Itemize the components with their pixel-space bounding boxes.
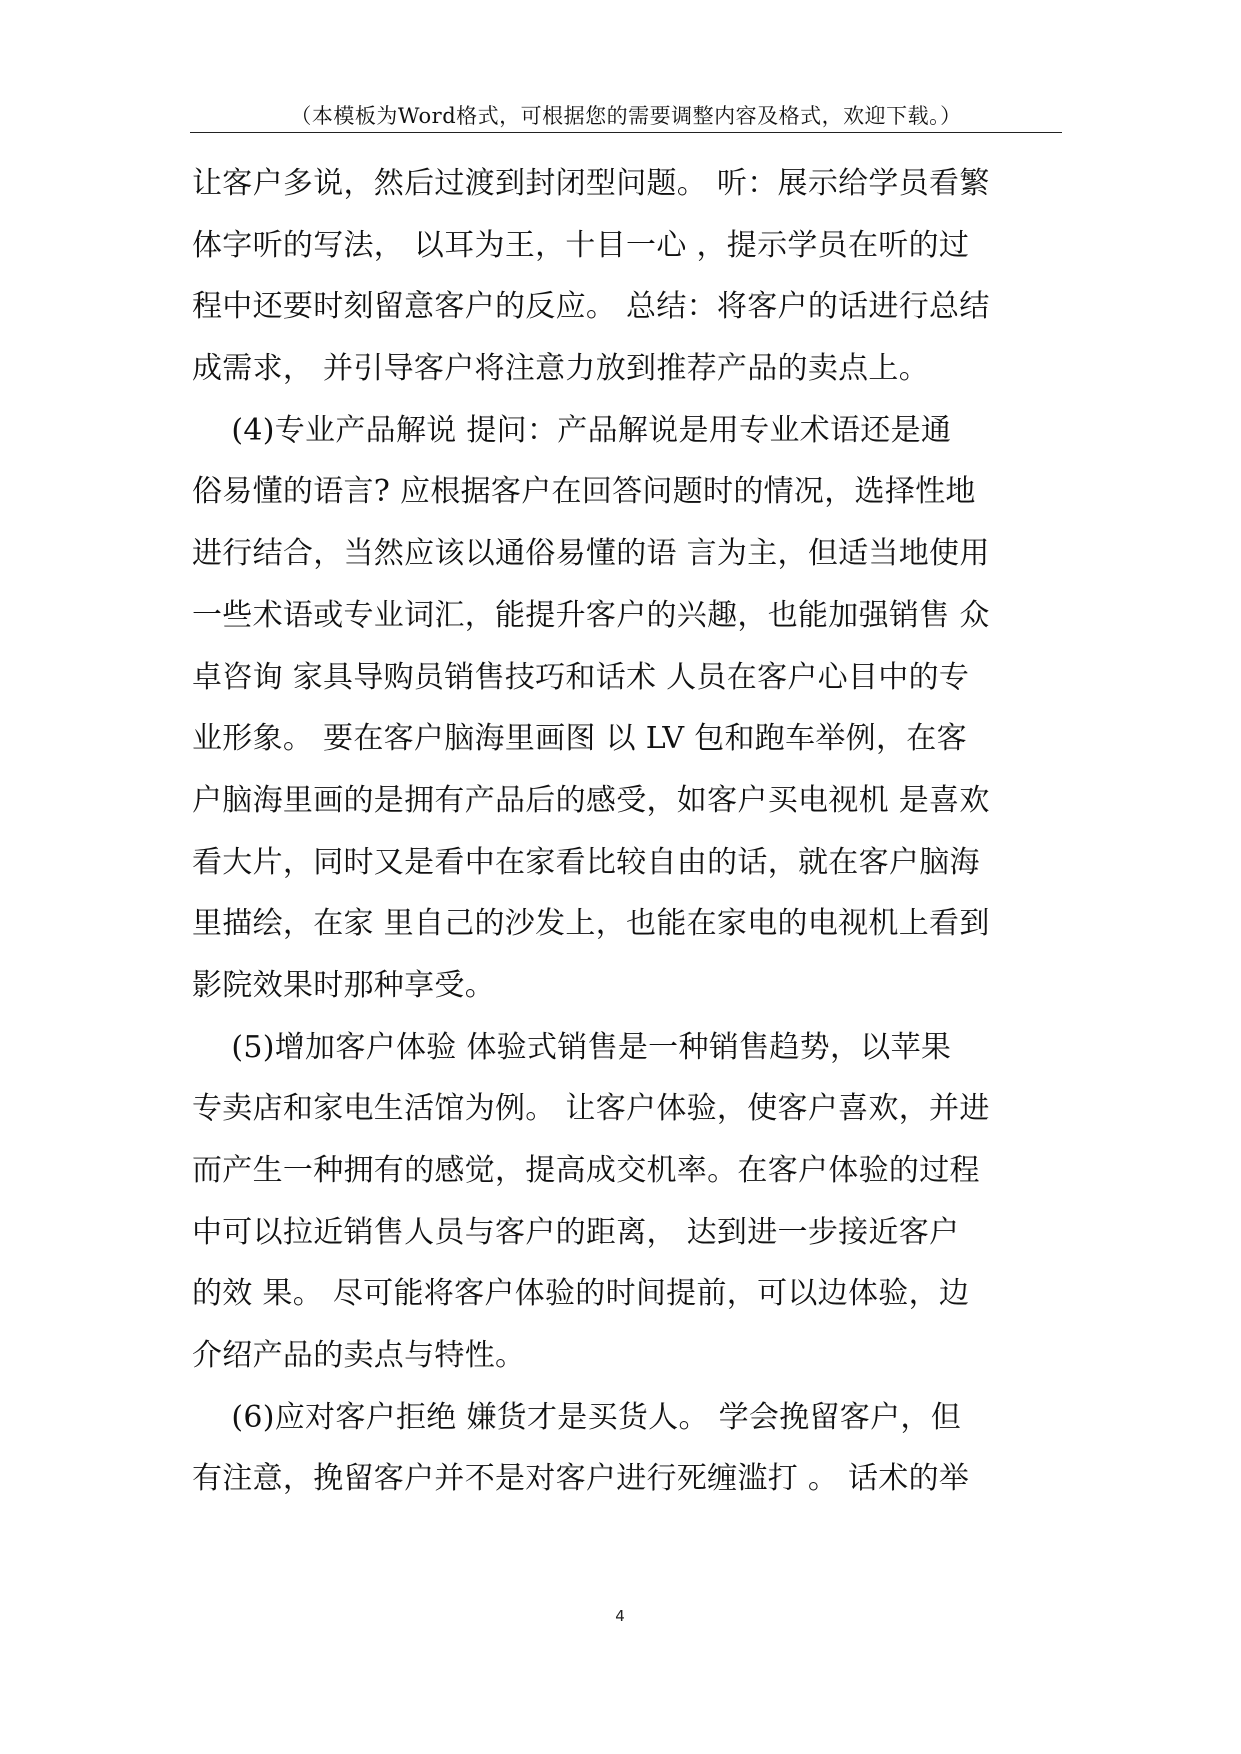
text-line: 专卖店和家电生活馆为例。 让客户体验，使客户喜欢，并进 [192,1091,990,1127]
text-line: 业形象。 要在客户脑海里画图 以 LV 包和跑车举例，在客 [192,721,967,757]
text-line: 程中还要时刻留意客户的反应。 总结：将客户的话进行总结 [192,289,990,325]
text-line: 有注意，挽留客户并不是对客户进行死缠滥打 。 话术的举 [192,1461,970,1497]
text-line: 的效 果。 尽可能将客户体验的时间提前，可以边体验，边 [192,1276,970,1312]
text-line: 里描绘，在家 里自己的沙发上，也能在家电的电视机上看到 [192,906,990,942]
text-line: 让客户多说，然后过渡到封闭型问题。 听：展示给学员看繁 [192,166,990,201]
text-line: 影院效果时那种享受。 [192,967,495,1003]
document-body [192,153,1062,1510]
text-line: 一些术语或专业词汇，能提升客户的兴趣，也能加强销售 众 [192,597,990,633]
text-line: 介绍产品的卖点与特性。 [192,1338,526,1374]
text-line: 户脑海里画的是拥有产品后的感受，如客户买电视机 是喜欢 [192,782,990,818]
text-line: 看大片，同时又是看中在家看比较自由的话，就在客户脑海 [192,844,980,880]
text-line: 而产生一种拥有的感觉，提高成交机率。在客户体验的过程 [192,1153,980,1188]
text-line: 中可以拉近销售人员与客户的距离， 达到进一步接近客户 [192,1214,960,1250]
page-number: 4 [615,1607,625,1625]
text-line: 进行结合，当然应该以通俗易懂的语 言为主，但适当地使用 [192,536,990,572]
page-header: （本模板为Word格式，可根据您的需要调整内容及格式，欢迎下载。） [290,104,962,128]
text-line: 成需求， 并引导客户将注意力放到推荐产品的卖点上。 [192,351,930,387]
text-line: 体字听的写法， 以耳为王，十目一心 ，提示学员在听的过 [192,227,970,263]
text-line: (4)专业产品解说 提问：产品解说是用专业术语还是通 [192,412,952,448]
header-divider [190,132,1062,133]
text-line: (5)增加客户体验 体验式销售是一种销售趋势，以苹果 [192,1029,952,1065]
text-line: 卓咨询 家具导购员销售技巧和话术 人员在客户心目中的专 [192,659,970,695]
text-line: 俗易懂的语言? 应根据客户在回答问题时的情况，选择性地 [192,474,976,510]
text-line: (6)应对客户拒绝 嫌货才是买货人。 学会挽留客户，但 [192,1399,962,1435]
